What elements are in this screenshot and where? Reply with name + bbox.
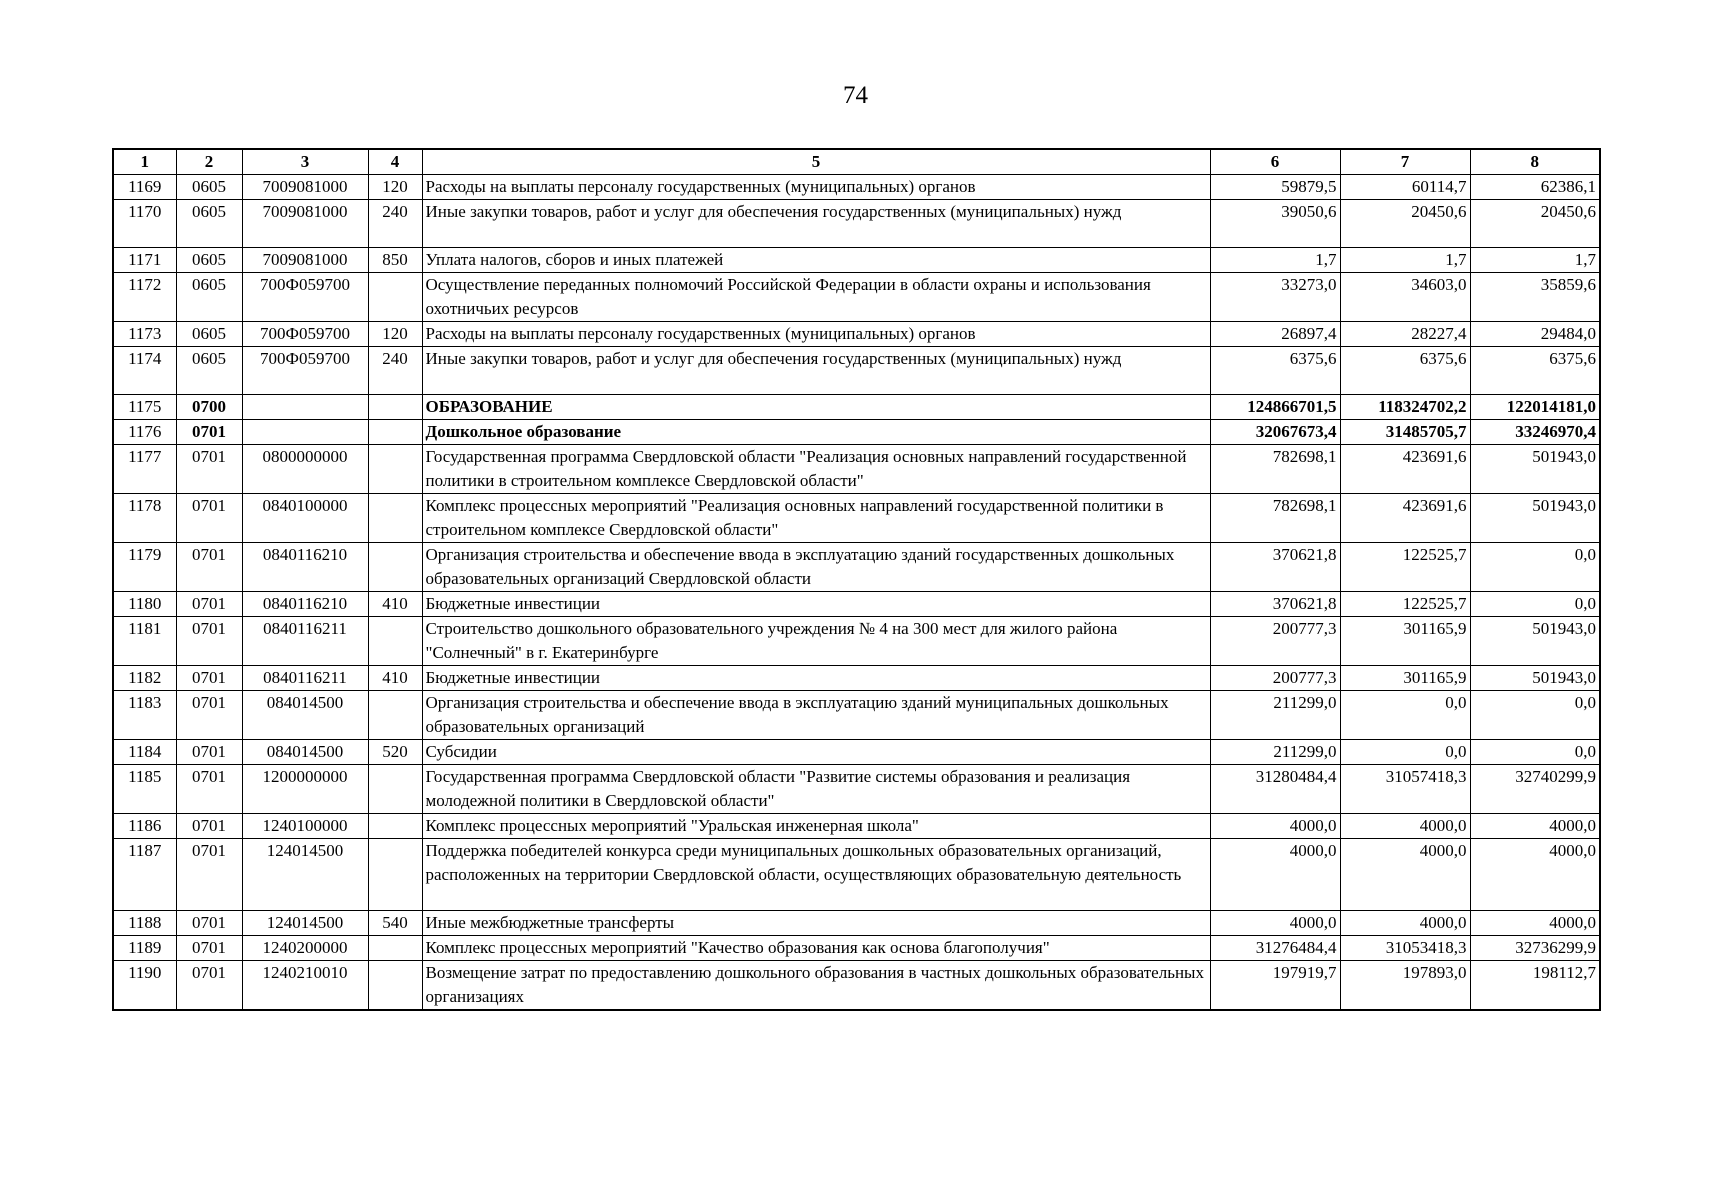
table-row	[113, 936, 1600, 961]
expense-type-code: 410	[368, 592, 422, 617]
amount-col-7: 60114,7	[1340, 175, 1470, 200]
row-number: 1180	[113, 592, 176, 617]
section-code: 0700	[176, 395, 242, 420]
table-row	[113, 814, 1600, 839]
amount-col-8: 0,0	[1470, 740, 1600, 765]
item-name: Государственная программа Свердловской области "Развитие системы образования и реализация молодежной политики в Свердловской области"	[422, 765, 1210, 814]
amount-col-8: 4000,0	[1470, 911, 1600, 936]
item-name: Поддержка победителей конкурса среди муниципальных дошкольных образовательных организаций, расположенных на территории Свердловской области, осуществляющих образовательную деятельность	[422, 839, 1210, 911]
target-article-code: 1240210010	[242, 961, 368, 1011]
amount-col-8: 6375,6	[1470, 347, 1600, 395]
amount-col-7: 28227,4	[1340, 322, 1470, 347]
table-row	[113, 617, 1600, 666]
expense-type-code	[368, 617, 422, 666]
row-number: 1189	[113, 936, 176, 961]
table-header-row	[113, 149, 1600, 175]
target-article-code	[242, 420, 368, 445]
table-row	[113, 200, 1600, 248]
amount-col-8: 33246970,4	[1470, 420, 1600, 445]
section-code: 0701	[176, 592, 242, 617]
amount-col-7: 31053418,3	[1340, 936, 1470, 961]
amount-col-8: 198112,7	[1470, 961, 1600, 1011]
header-col-4: 4	[368, 149, 422, 175]
amount-col-8: 32736299,9	[1470, 936, 1600, 961]
section-code: 0605	[176, 322, 242, 347]
item-name: Расходы на выплаты персоналу государственных (муниципальных) органов	[422, 322, 1210, 347]
row-number: 1169	[113, 175, 176, 200]
expense-type-code	[368, 814, 422, 839]
amount-col-7: 20450,6	[1340, 200, 1470, 248]
budget-table	[112, 148, 1601, 1011]
row-number: 1182	[113, 666, 176, 691]
row-number: 1190	[113, 961, 176, 1011]
table-row	[113, 248, 1600, 273]
amount-col-6: 4000,0	[1210, 839, 1340, 911]
row-number: 1179	[113, 543, 176, 592]
table-row	[113, 543, 1600, 592]
row-number: 1181	[113, 617, 176, 666]
amount-col-6: 782698,1	[1210, 494, 1340, 543]
amount-col-6: 59879,5	[1210, 175, 1340, 200]
amount-col-6: 200777,3	[1210, 617, 1340, 666]
amount-col-7: 122525,7	[1340, 543, 1470, 592]
amount-col-6: 370621,8	[1210, 592, 1340, 617]
expense-type-code	[368, 961, 422, 1011]
header-col-5: 5	[422, 149, 1210, 175]
item-name: Дошкольное образование	[422, 420, 1210, 445]
row-number: 1173	[113, 322, 176, 347]
amount-col-7: 423691,6	[1340, 494, 1470, 543]
header-col-8: 8	[1470, 149, 1600, 175]
table-row	[113, 666, 1600, 691]
item-name: Уплата налогов, сборов и иных платежей	[422, 248, 1210, 273]
item-name: Бюджетные инвестиции	[422, 592, 1210, 617]
table-row	[113, 911, 1600, 936]
amount-col-7: 0,0	[1340, 740, 1470, 765]
item-name: Иные межбюджетные трансферты	[422, 911, 1210, 936]
header-col-7: 7	[1340, 149, 1470, 175]
target-article-code: 700Ф059700	[242, 273, 368, 322]
amount-col-7: 122525,7	[1340, 592, 1470, 617]
table-row	[113, 322, 1600, 347]
table-row	[113, 494, 1600, 543]
expense-type-code	[368, 765, 422, 814]
amount-col-8: 32740299,9	[1470, 765, 1600, 814]
row-number: 1186	[113, 814, 176, 839]
row-number: 1185	[113, 765, 176, 814]
row-number: 1174	[113, 347, 176, 395]
row-number: 1175	[113, 395, 176, 420]
item-name: Бюджетные инвестиции	[422, 666, 1210, 691]
amount-col-7: 197893,0	[1340, 961, 1470, 1011]
header-col-2: 2	[176, 149, 242, 175]
target-article-code: 7009081000	[242, 200, 368, 248]
expense-type-code	[368, 543, 422, 592]
header-col-6: 6	[1210, 149, 1340, 175]
target-article-code: 7009081000	[242, 175, 368, 200]
section-code: 0605	[176, 248, 242, 273]
expense-type-code	[368, 395, 422, 420]
amount-col-6: 6375,6	[1210, 347, 1340, 395]
table-row	[113, 395, 1600, 420]
amount-col-7: 423691,6	[1340, 445, 1470, 494]
header-col-1: 1	[113, 149, 176, 175]
expense-type-code: 410	[368, 666, 422, 691]
header-col-3: 3	[242, 149, 368, 175]
table-row	[113, 445, 1600, 494]
expense-type-code	[368, 936, 422, 961]
target-article-code: 124014500	[242, 839, 368, 911]
section-code: 0701	[176, 814, 242, 839]
expense-type-code	[368, 420, 422, 445]
table-row	[113, 691, 1600, 740]
item-name: Комплекс процессных мероприятий "Уральская инженерная школа"	[422, 814, 1210, 839]
row-number: 1170	[113, 200, 176, 248]
section-code: 0701	[176, 765, 242, 814]
amount-col-8: 501943,0	[1470, 666, 1600, 691]
section-code: 0701	[176, 911, 242, 936]
amount-col-6: 211299,0	[1210, 691, 1340, 740]
table-row	[113, 420, 1600, 445]
row-number: 1188	[113, 911, 176, 936]
section-code: 0605	[176, 273, 242, 322]
amount-col-7: 31057418,3	[1340, 765, 1470, 814]
table-row	[113, 175, 1600, 200]
target-article-code: 7009081000	[242, 248, 368, 273]
expense-type-code: 240	[368, 200, 422, 248]
amount-col-6: 370621,8	[1210, 543, 1340, 592]
row-number: 1183	[113, 691, 176, 740]
amount-col-7: 6375,6	[1340, 347, 1470, 395]
row-number: 1187	[113, 839, 176, 911]
amount-col-7: 4000,0	[1340, 814, 1470, 839]
row-number: 1172	[113, 273, 176, 322]
amount-col-8: 0,0	[1470, 691, 1600, 740]
amount-col-8: 1,7	[1470, 248, 1600, 273]
amount-col-7: 301165,9	[1340, 617, 1470, 666]
amount-col-6: 4000,0	[1210, 814, 1340, 839]
amount-col-7: 34603,0	[1340, 273, 1470, 322]
row-number: 1171	[113, 248, 176, 273]
section-code: 0605	[176, 200, 242, 248]
table-row	[113, 592, 1600, 617]
amount-col-6: 31280484,4	[1210, 765, 1340, 814]
target-article-code: 0840116211	[242, 666, 368, 691]
amount-col-8: 501943,0	[1470, 494, 1600, 543]
amount-col-6: 200777,3	[1210, 666, 1340, 691]
expense-type-code	[368, 839, 422, 911]
row-number: 1177	[113, 445, 176, 494]
amount-col-8: 122014181,0	[1470, 395, 1600, 420]
row-number: 1184	[113, 740, 176, 765]
section-code: 0701	[176, 666, 242, 691]
target-article-code: 084014500	[242, 691, 368, 740]
section-code: 0701	[176, 740, 242, 765]
item-name: Комплекс процессных мероприятий "Реализация основных направлений государственной политики в строительном комплексе Свердловской области"	[422, 494, 1210, 543]
table-row	[113, 839, 1600, 911]
amount-col-6: 1,7	[1210, 248, 1340, 273]
target-article-code	[242, 395, 368, 420]
amount-col-6: 211299,0	[1210, 740, 1340, 765]
target-article-code: 0840116210	[242, 592, 368, 617]
amount-col-7: 118324702,2	[1340, 395, 1470, 420]
item-name: Строительство дошкольного образовательного учреждения № 4 на 300 мест для жилого района "Солнечный" в г. Екатеринбурге	[422, 617, 1210, 666]
section-code: 0701	[176, 691, 242, 740]
expense-type-code: 520	[368, 740, 422, 765]
item-name: Субсидии	[422, 740, 1210, 765]
item-name: ОБРАЗОВАНИЕ	[422, 395, 1210, 420]
amount-col-6: 197919,7	[1210, 961, 1340, 1011]
amount-col-7: 31485705,7	[1340, 420, 1470, 445]
item-name: Комплекс процессных мероприятий "Качество образования как основа благополучия"	[422, 936, 1210, 961]
section-code: 0605	[176, 347, 242, 395]
page-number: 74	[843, 82, 868, 109]
target-article-code: 700Ф059700	[242, 322, 368, 347]
expense-type-code	[368, 691, 422, 740]
target-article-code: 1240200000	[242, 936, 368, 961]
amount-col-6: 31276484,4	[1210, 936, 1340, 961]
expense-type-code	[368, 273, 422, 322]
target-article-code: 124014500	[242, 911, 368, 936]
amount-col-8: 35859,6	[1470, 273, 1600, 322]
row-number: 1178	[113, 494, 176, 543]
target-article-code: 0840116211	[242, 617, 368, 666]
table-row	[113, 740, 1600, 765]
section-code: 0701	[176, 936, 242, 961]
amount-col-6: 782698,1	[1210, 445, 1340, 494]
item-name: Возмещение затрат по предоставлению дошкольного образования в частных дошкольных образовательных организациях	[422, 961, 1210, 1011]
amount-col-8: 0,0	[1470, 592, 1600, 617]
amount-col-8: 4000,0	[1470, 839, 1600, 911]
table-row	[113, 765, 1600, 814]
target-article-code: 0800000000	[242, 445, 368, 494]
section-code: 0701	[176, 494, 242, 543]
amount-col-7: 301165,9	[1340, 666, 1470, 691]
item-name: Расходы на выплаты персоналу государственных (муниципальных) органов	[422, 175, 1210, 200]
item-name: Организация строительства и обеспечение ввода в эксплуатацию зданий муниципальных дошкольных образовательных организаций	[422, 691, 1210, 740]
target-article-code: 1200000000	[242, 765, 368, 814]
expense-type-code: 120	[368, 175, 422, 200]
expense-type-code: 850	[368, 248, 422, 273]
section-code: 0701	[176, 617, 242, 666]
amount-col-8: 501943,0	[1470, 445, 1600, 494]
section-code: 0701	[176, 961, 242, 1011]
amount-col-7: 0,0	[1340, 691, 1470, 740]
target-article-code: 700Ф059700	[242, 347, 368, 395]
section-code: 0701	[176, 839, 242, 911]
amount-col-8: 0,0	[1470, 543, 1600, 592]
section-code: 0701	[176, 420, 242, 445]
amount-col-8: 62386,1	[1470, 175, 1600, 200]
amount-col-8: 501943,0	[1470, 617, 1600, 666]
item-name: Осуществление переданных полномочий Российской Федерации в области охраны и использования охотничьих ресурсов	[422, 273, 1210, 322]
section-code: 0701	[176, 445, 242, 494]
amount-col-6: 4000,0	[1210, 911, 1340, 936]
item-name: Организация строительства и обеспечение ввода в эксплуатацию зданий государственных дошкольных образовательных организаций Свердловской области	[422, 543, 1210, 592]
section-code: 0701	[176, 543, 242, 592]
amount-col-6: 26897,4	[1210, 322, 1340, 347]
target-article-code: 0840116210	[242, 543, 368, 592]
amount-col-8: 20450,6	[1470, 200, 1600, 248]
amount-col-7: 1,7	[1340, 248, 1470, 273]
expense-type-code	[368, 445, 422, 494]
section-code: 0605	[176, 175, 242, 200]
amount-col-8: 29484,0	[1470, 322, 1600, 347]
amount-col-7: 4000,0	[1340, 911, 1470, 936]
target-article-code: 084014500	[242, 740, 368, 765]
item-name: Иные закупки товаров, работ и услуг для обеспечения государственных (муниципальных) нужд	[422, 200, 1210, 248]
expense-type-code	[368, 494, 422, 543]
row-number: 1176	[113, 420, 176, 445]
expense-type-code: 240	[368, 347, 422, 395]
table-row	[113, 273, 1600, 322]
amount-col-6: 32067673,4	[1210, 420, 1340, 445]
expense-type-code: 540	[368, 911, 422, 936]
amount-col-6: 33273,0	[1210, 273, 1340, 322]
item-name: Иные закупки товаров, работ и услуг для обеспечения государственных (муниципальных) нужд	[422, 347, 1210, 395]
amount-col-8: 4000,0	[1470, 814, 1600, 839]
item-name: Государственная программа Свердловской области "Реализация основных направлений государственной политики в строительном комплексе Свердловской области"	[422, 445, 1210, 494]
expense-type-code: 120	[368, 322, 422, 347]
target-article-code: 1240100000	[242, 814, 368, 839]
amount-col-7: 4000,0	[1340, 839, 1470, 911]
table-row	[113, 961, 1600, 1011]
target-article-code: 0840100000	[242, 494, 368, 543]
amount-col-6: 124866701,5	[1210, 395, 1340, 420]
table-row	[113, 347, 1600, 395]
amount-col-6: 39050,6	[1210, 200, 1340, 248]
